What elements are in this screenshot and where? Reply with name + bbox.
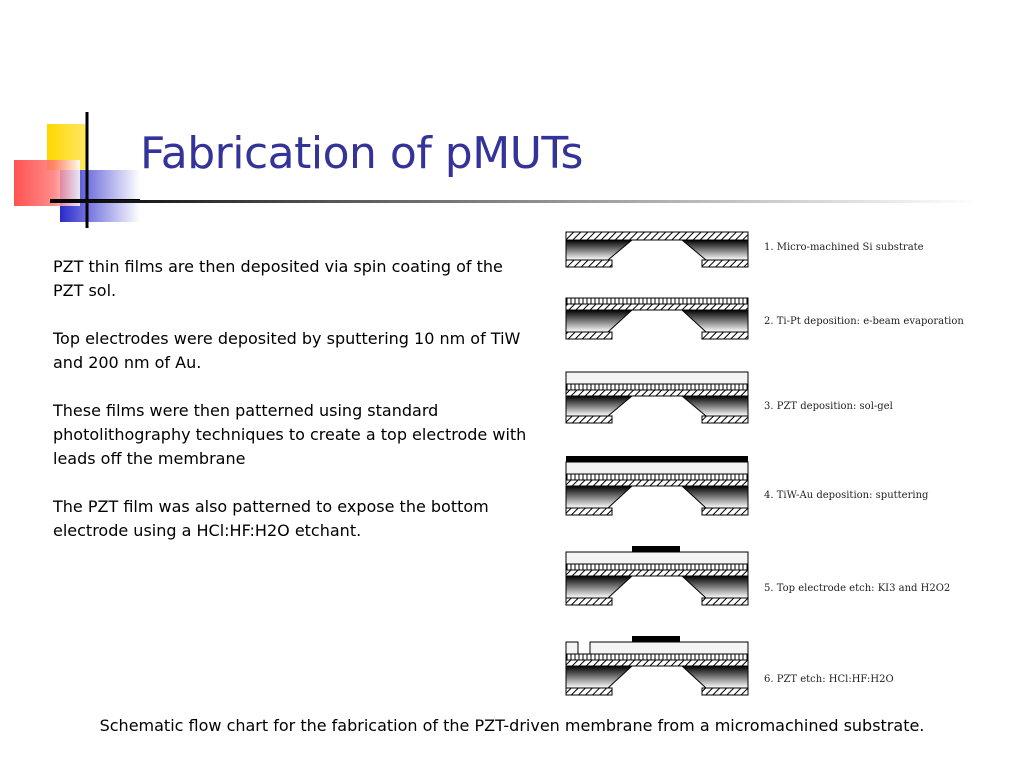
step-4-tiw-au bbox=[566, 456, 929, 515]
step-6-pzt-etch bbox=[566, 636, 894, 695]
paragraph-spin-coating: PZT thin films are then deposited via spin coating of the PZT sol. bbox=[53, 257, 503, 300]
step-5-label: 5. Top electrode etch: KI3 and H2O2 bbox=[764, 583, 951, 594]
step-3-pzt bbox=[566, 372, 893, 423]
step-5-top-electrode-etch bbox=[566, 546, 950, 605]
paragraph-pzt-etch: The PZT film was also patterned to expose the bottom electrode using a HCl:HF:H2O etchant. bbox=[53, 497, 489, 540]
step-2-ti-pt bbox=[566, 298, 964, 339]
step-2-label: 2. Ti-Pt deposition: e-beam evaporation bbox=[764, 316, 964, 327]
paragraph-photolithography: These films were then patterned using standard photolithography techniques to create a top electrode with leads off the membrane bbox=[53, 401, 527, 468]
paragraph-top-electrodes: Top electrodes were deposited by sputtering 10 nm of TiW and 200 nm of Au. bbox=[53, 329, 521, 372]
title-underline bbox=[50, 200, 980, 203]
step-3-label: 3. PZT deposition: sol-gel bbox=[764, 401, 893, 412]
slide-logo bbox=[0, 0, 200, 240]
fabrication-flow-diagram bbox=[560, 226, 980, 704]
step-1-label: 1. Micro-machined Si substrate bbox=[764, 242, 924, 253]
step-4-label: 4. TiW-Au deposition: sputtering bbox=[764, 490, 929, 501]
slide-title: Fabrication of pMUTs bbox=[140, 128, 583, 179]
slide-body bbox=[53, 255, 538, 567]
figure-caption: Schematic flow chart for the fabrication of the PZT-driven membrane from a micromachined substrate. bbox=[99, 716, 925, 735]
step-6-label: 6. PZT etch: HCl:HF:H2O bbox=[764, 674, 894, 685]
step-1-substrate bbox=[566, 232, 924, 267]
